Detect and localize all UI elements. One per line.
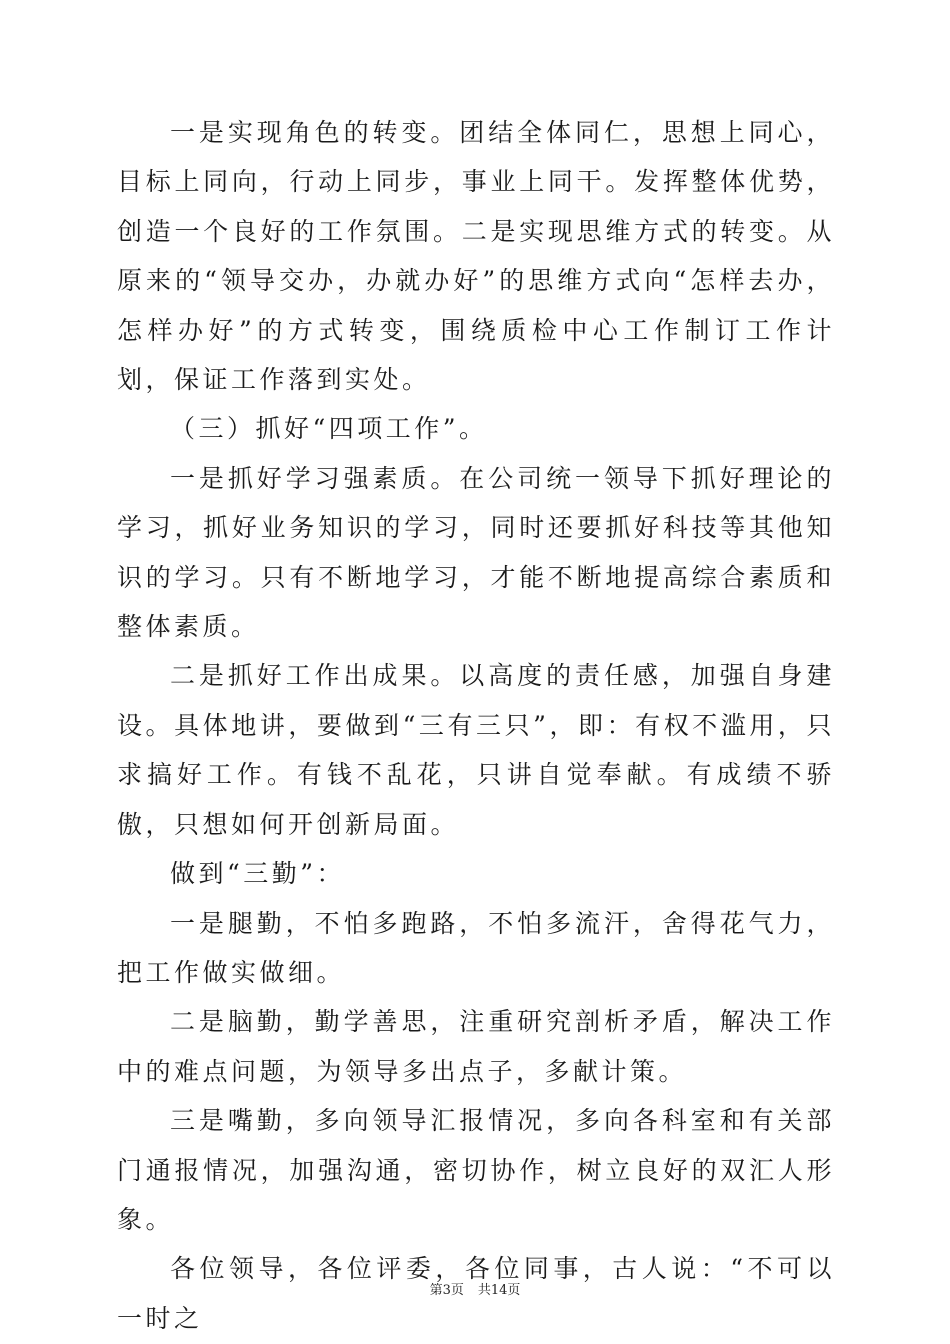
- section-heading-four-works: （三）抓好“四项工作”。: [170, 414, 488, 444]
- paragraph-three-diligence-heading: 做到“三勤”：: [170, 859, 346, 889]
- document-body: [117, 108, 835, 1343]
- paragraph-results: 二是抓好工作出成果。以高度的责任感，加强自身建设。具体地讲，要做到“三有三只”，即：有权不滥用，只求搞好工作。有钱不乱花，只讲自觉奉献。有成绩不骄傲，只想如何开创新局面。: [117, 661, 835, 839]
- paragraph-brain-diligence: 二是脑勤，勤学善思，注重研究剖析矛盾，解决工作中的难点问题，为领导多出点子，多献计策。: [117, 1007, 835, 1086]
- paragraph-closing: 各位领导，各位评委，各位同事，古人说：“不可以一时之: [117, 1254, 835, 1333]
- page-total: 共14页: [477, 1283, 521, 1298]
- page-number: 第3页: [429, 1283, 464, 1298]
- paragraph-study: 一是抓好学习强素质。在公司统一领导下抓好理论的学习，抓好业务知识的学习，同时还要抓好科技等其他知识的学习。只有不断地学习，才能不断地提高综合素质和整体素质。: [117, 463, 835, 642]
- paragraph-mouth-diligence: 三是嘴勤，多向领导汇报情况，多向各科室和有关部门通报情况，加强沟通，密切协作，树立良好的双汇人形象。: [117, 1106, 835, 1234]
- paragraph-role-and-thinking-change: 一是实现角色的转变。团结全体同仁，思想上同心，目标上同向，行动上同步，事业上同干。发挥整体优势，创造一个良好的工作氛围。二是实现思维方式的转变。从原来的“领导交办，办就办好”的思维方式向“怎样去办，怎样办好”的方式转变，围绕质检中心工作制订工作计划，保证工作落到实处。: [117, 118, 835, 395]
- paragraph-legs-diligence: 一是腿勤，不怕多跑路，不怕多流汗，舍得花气力，把工作做实做细。: [117, 908, 835, 987]
- page-footer: [0, 1279, 950, 1298]
